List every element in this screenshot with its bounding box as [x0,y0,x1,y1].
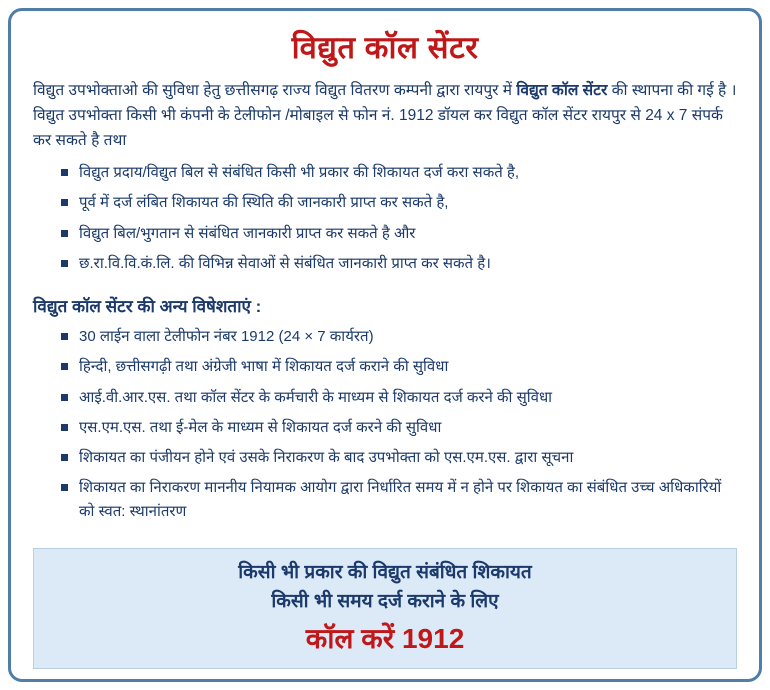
list-item: 30 लाईन वाला टेलीफोन नंबर 1912 (24 × 7 कार्यरत) [61,325,737,348]
intro-text-before: विद्युत उपभोक्ताओ की सुविधा हेतु छत्तीसगढ़ राज्य विद्युत वितरण कम्पनी द्वारा रायपुर में [33,81,517,99]
list-item: पूर्व में दर्ज लंबित शिकायत की स्थिति की जानकारी प्राप्त कर सकते है, [61,191,737,214]
cta-line-1: किसी भी प्रकार की विद्युत संबंधित शिकायत [238,562,532,584]
list-item: हिन्दी, छत्तीसगढ़ी तथा अंग्रेजी भाषा में शिकायत दर्ज कराने की सुविधा [61,355,737,378]
list-item: शिकायत का पंजीयन होने एवं उसके निराकरण के बाद उपभोक्ता को एस.एम.एस. द्वारा सूचना [61,446,737,469]
cta-line-2: किसी भी समय दर्ज कराने के लिए [271,590,499,612]
intro-text-after: की स्थापना की गई है । विद्युत उपभोक्ता किसी भी कंपनी के टेलीफोन /मोबाइल से फोन नं. 1912 डॉयल कर विद्युत कॉल सेंटर रायपुर से 24 x 7 संपर्क कर सकते है तथा [33,81,737,149]
list-item: शिकायत का निराकरण माननीय नियामक आयोग द्वारा निर्धारित समय में न होने पर शिकायत का संबंधित उच्च अधिकारियों को स्वत: स्थानांतरण [61,476,737,523]
primary-points-list [33,161,737,282]
features-list [33,325,737,530]
call-to-action-box [33,548,737,669]
list-item: एस.एम.एस. तथा ई-मेल के माध्यम से शिकायत दर्ज करने की सुविधा [61,416,737,439]
notice-card [8,8,762,682]
features-heading: विद्युत कॉल सेंटर की अन्य विषेशताएं : [33,297,262,317]
intro-paragraph [33,78,737,153]
list-item: छ.रा.वि.वि.कं.लि. की विभिन्न सेवाओं से संबंधित जानकारी प्राप्त कर सकते है। [61,252,737,275]
list-item: विद्युत बिल/भुगतान से संबंधित जानकारी प्राप्त कर सकते है और [61,222,737,245]
list-item: विद्युत प्रदाय/विद्युत बिल से संबंधित किसी भी प्रकार की शिकायत दर्ज करा सकते है, [61,161,737,184]
page-title: विद्युत कॉल सेंटर [291,30,479,65]
list-item: आई.वी.आर.एस. तथा कॉल सेंटर के कर्मचारी के माध्यम से शिकायत दर्ज करने की सुविधा [61,386,737,409]
cta-phone-number: कॉल करें 1912 [305,623,465,655]
intro-highlight: विद्युत कॉल सेंटर [516,81,608,99]
